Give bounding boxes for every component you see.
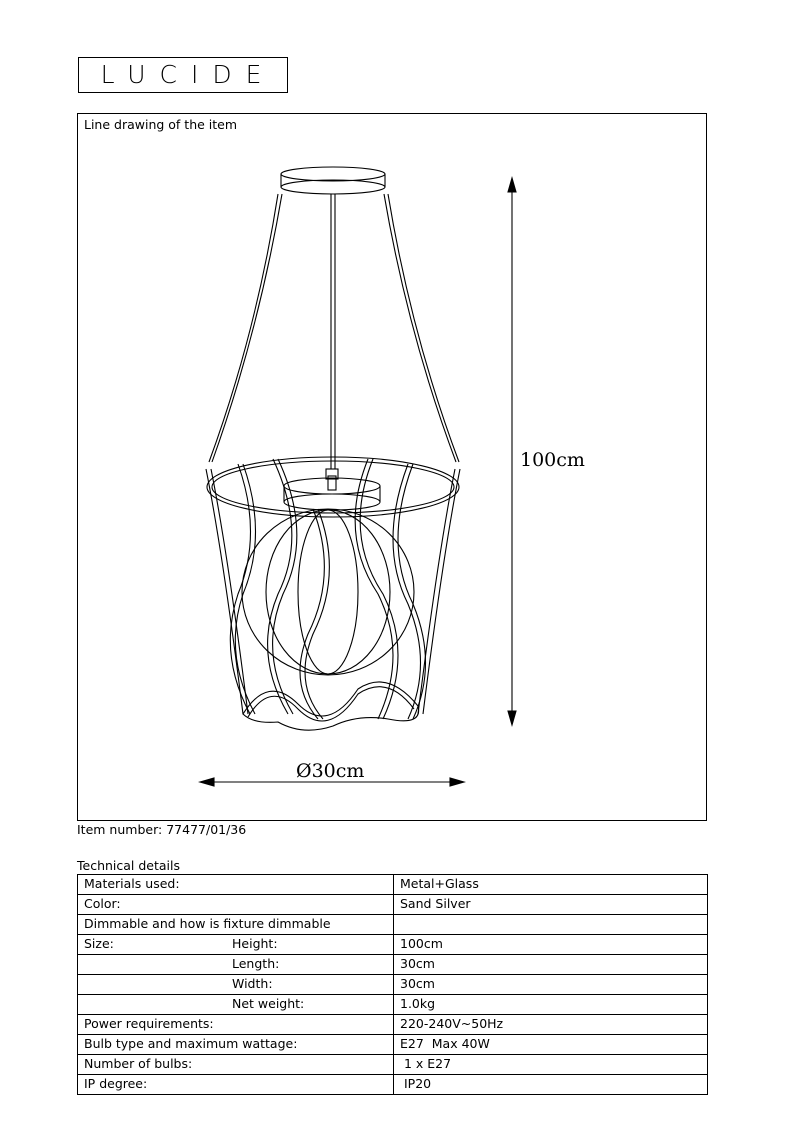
spec-value: Sand Silver (394, 895, 708, 915)
spec-label: Size: Height: (78, 935, 394, 955)
spec-label: IP degree: (78, 1075, 394, 1095)
spec-value: IP20 (394, 1075, 708, 1095)
technical-details-title: Technical details (77, 858, 181, 873)
spec-label: Dimmable and how is fixture dimmable (78, 915, 394, 935)
spec-value: 100cm (394, 935, 708, 955)
spec-sublabel: Net weight: (232, 996, 305, 1011)
spec-label: Power requirements: (78, 1015, 394, 1035)
spec-label (78, 955, 394, 975)
table-row (78, 1055, 708, 1075)
spec-value: 30cm (394, 975, 708, 995)
spec-value: Metal+Glass (394, 875, 708, 895)
logo-text: LUCIDE (100, 60, 276, 89)
spec-label: Materials used: (78, 875, 394, 895)
ceiling-canopy (281, 167, 385, 194)
table-row (78, 975, 708, 995)
spec-label: Bulb type and maximum wattage: (78, 1035, 394, 1055)
pendant-lamp-drawing (78, 114, 708, 822)
line-drawing-panel (77, 113, 707, 821)
table-row (78, 1075, 708, 1095)
spec-value: 1 x E27 (394, 1055, 708, 1075)
brand-logo (78, 57, 288, 93)
cage-wires (206, 459, 460, 719)
spec-sublabel: Height: (232, 936, 278, 951)
table-row (78, 895, 708, 915)
technical-details-table (77, 874, 708, 1095)
item-number-value: 77477/01/36 (166, 822, 247, 837)
table-row (78, 915, 708, 935)
spec-label (78, 995, 394, 1015)
table-row (78, 935, 708, 955)
spec-sublabel: Width: (232, 976, 273, 991)
table-row (78, 875, 708, 895)
table-row (78, 955, 708, 975)
spec-value (394, 915, 708, 935)
spec-value: 30cm (394, 955, 708, 975)
spec-label: Number of bulbs: (78, 1055, 394, 1075)
table-row (78, 1015, 708, 1035)
spec-value: 1.0kg (394, 995, 708, 1015)
spec-sublabel: Length: (232, 956, 280, 971)
table-row (78, 1035, 708, 1055)
item-number-label: Item number: (77, 822, 163, 837)
drawing-caption: Line drawing of the item (84, 117, 238, 132)
spec-value: 220-240V~50Hz (394, 1015, 708, 1035)
spec-label (78, 975, 394, 995)
height-label: 100cm (520, 449, 585, 471)
suspension-wires (209, 194, 459, 469)
lamp-holder (284, 469, 380, 510)
item-number (77, 822, 246, 837)
table-row (78, 995, 708, 1015)
height-dimension (508, 178, 516, 725)
diameter-label: Ø30cm (296, 760, 365, 782)
spec-label: Color: (78, 895, 394, 915)
spec-value: E27 Max 40W (394, 1035, 708, 1055)
bottom-wavy-ring (243, 682, 419, 730)
